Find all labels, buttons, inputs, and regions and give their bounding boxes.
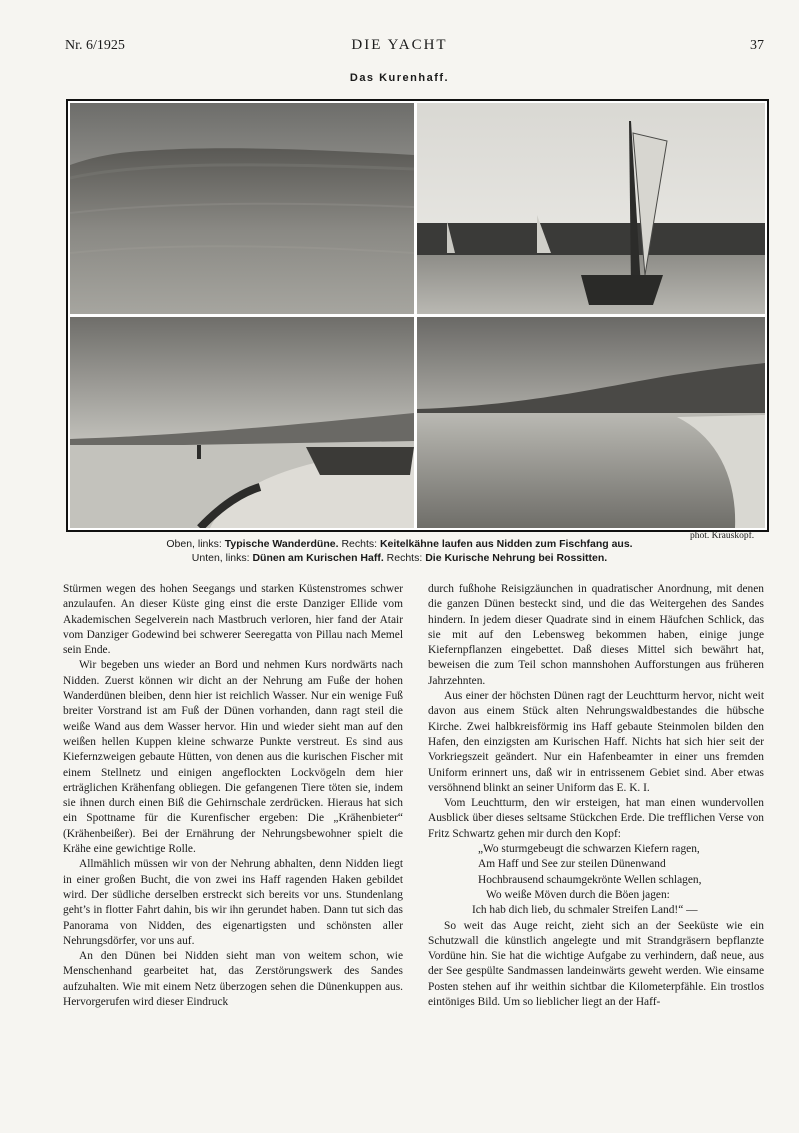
issue-number: Nr. 6/1925 bbox=[65, 38, 125, 53]
caption-2-title-left: Dünen am Kurischen Haff. bbox=[252, 552, 384, 564]
verse-line: Wo weiße Möven durch die Böen jagen: bbox=[486, 888, 670, 901]
page-number: 37 bbox=[750, 38, 764, 53]
caption-1-title-right: Keitelkähne laufen aus Nidden zum Fischfang aus. bbox=[379, 538, 633, 550]
paragraph: Allmählich müssen wir von der Nehrung abhalten, denn Nidden liegt in einer großen Bucht, die von zwei ins Haff ragenden Haken gebildet wird. Der südliche derselben erstreckt sich bereits vor uns. Stundenlang geht’s in flotter Fahrt dahin, bis wir ihn gerundet haben. Dann tut sich das Panorama von Nidden, des eigenartigsten und schönsten aller Nehrungsdörfer, vor uns auf. bbox=[63, 858, 403, 947]
verse-line: „Wo sturmgebeugt die schwarzen Kiefern ragen, bbox=[478, 843, 700, 856]
caption-2-prefix: Unten, links: bbox=[191, 552, 253, 564]
caption-line-2 bbox=[0, 552, 799, 564]
paragraph: Stürmen wegen des hohen Seegangs und starken Küstenstromes schwer anzulaufen. An dieser Küste ging einst die erste Danziger Ellide vom Akademischen Segelverein nach Mastbruch verloren, hier fand der Atair vom Danziger Godewind bei schwerer Seeregatta von Pillau nach Memel sein Ende. bbox=[63, 583, 403, 657]
article-title: Das Kurenhaff. bbox=[349, 72, 450, 84]
verse-line: Hochbrausend schaumgekrönte Wellen schlagen, bbox=[478, 873, 702, 886]
photo-dunes-lagoon bbox=[70, 317, 414, 528]
text-column-right bbox=[428, 582, 764, 1010]
caption-1-prefix: Oben, links: bbox=[166, 538, 225, 550]
photo-wandering-dune bbox=[70, 103, 414, 314]
photo-rossitten bbox=[417, 317, 765, 528]
verse-line: Am Haff und See zur steilen Dünenwand bbox=[478, 858, 666, 871]
verse-line: Ich hab dich lieb, du schmaler Streifen Land!“ — bbox=[472, 904, 698, 917]
paragraph: Vom Leuchtturm, den wir ersteigen, hat man einen wundervollen Ausblick über dieses seltsame Stückchen Erde. Die trefflichen Verse von Fritz Schwartz gehen mir durch den Kopf: bbox=[428, 797, 764, 840]
paragraph: An den Dünen bei Nidden sieht man von weitem schon, wie Menschenhand gearbeitet hat, das Zerstörungswerk des Sandes aufzuhalten. Wie mit einem Netz überzogen sehen die Dünenkuppen aus. Hervorgerufen wird dieser Eindruck bbox=[63, 950, 403, 1009]
photo-boats-nidden bbox=[417, 103, 765, 314]
paragraph: Wir begeben uns wieder an Bord und nehmen Kurs nordwärts nach Nidden. Zuerst können wir dicht an der Nehrung am Fuße der hohen Wanderdünen bleiben, denn hier ist reichlich Wasser. Nur ein wenige Fuß breiter Vorstrand ist am Fuß der Dünen vorhanden, dann ragt steil die weiße Wand aus dem Wasser hervor. Hin und wieder sieht man auf den weißen hellen Kuppen kleine schwarze Punkte verstreut. Es sind aus Kiefernzweigen gebaute Hütten, von denen aus die kurischen Fischer mit einem Stellnetz und einigen angeflockten Lockvögeln dem hier erträglichen Krähenfang obliegen. Die gefangenen Tiere töten sie, indem sie ihnen durch einen Biß die Gehirnschale zerdrücken. Hieraus hat sich ein Spottname für die Kurenfischer ergeben: Die „Krähenbieter“ (Krähenbeißer). Bei der Ernährung der Nehrungsbewohner spielt die Krähe eine gewichtige Rolle. bbox=[63, 659, 403, 856]
paragraph: So weit das Auge reicht, zieht sich an der Seeküste wie ein Schutzwall die künstlich angelegte und mit Strandgräsern bepflanzte Vordüne hin. Sie hat die wichtige Aufgabe zu verhindern, daß neue, aus der See gespülte Sandmassen landeinwärts geweht werden. Wie einsame Posten stehen auf ihr weithin sichtbar die Kilometerpfähle. Ein trostlos eintöniges Bild. Um so lieblicher liegt an der Haff- bbox=[428, 919, 764, 1009]
paragraph: Aus einer der höchsten Dünen ragt der Leuchtturm hervor, nicht weit davon aus einem Stück alten Nehrungswaldbestandes die hübsche Kirche. Zwei halbkreisförmig ins Haff gebaute Steinmolen bilden den Hafen, den einzigsten am Kurischen Haff. Nichts hat sich hier seit der Vorkriegszeit geändert. Nur ein Hafenbeamter in einer uns fremden Uniform erinnert uns, daß wir in entrissenem Gebiet sind. Aber etwas versöhnend blinkt an seiner Uniform das E. K. I. bbox=[428, 690, 764, 794]
caption-2-mid: Rechts: bbox=[383, 552, 426, 564]
photo-credit: phot. Krauskopf. bbox=[690, 531, 755, 541]
caption-1-title-left: Typische Wanderdüne. bbox=[224, 538, 339, 550]
photo-grid bbox=[66, 99, 769, 532]
text-column-left bbox=[63, 582, 403, 1010]
caption-line-1 bbox=[0, 538, 799, 550]
caption-2-title-right: Die Kurische Nehrung bei Rossitten. bbox=[425, 552, 608, 564]
paragraph: durch fußhohe Reisigzäunchen in quadratischer Anordnung, mit denen die ganzen Dünen besteckt sind, und die das Weitergehen des Sandes hindern. In jedem dieser Quadrate sind in einem Häufchen Schlick, das sie mit auf den Lebensweg bekommen haben, einige junge Kiefernpflanzen eingebettet. Daß dieses Mittel sich bewährt hat, beweisen die zum Teil schon mannshohen Aufforstungen aus früheren Jahrzehnten. bbox=[428, 583, 764, 687]
magazine-title: DIE YACHT bbox=[351, 37, 448, 53]
caption-1-mid: Rechts: bbox=[338, 538, 380, 550]
